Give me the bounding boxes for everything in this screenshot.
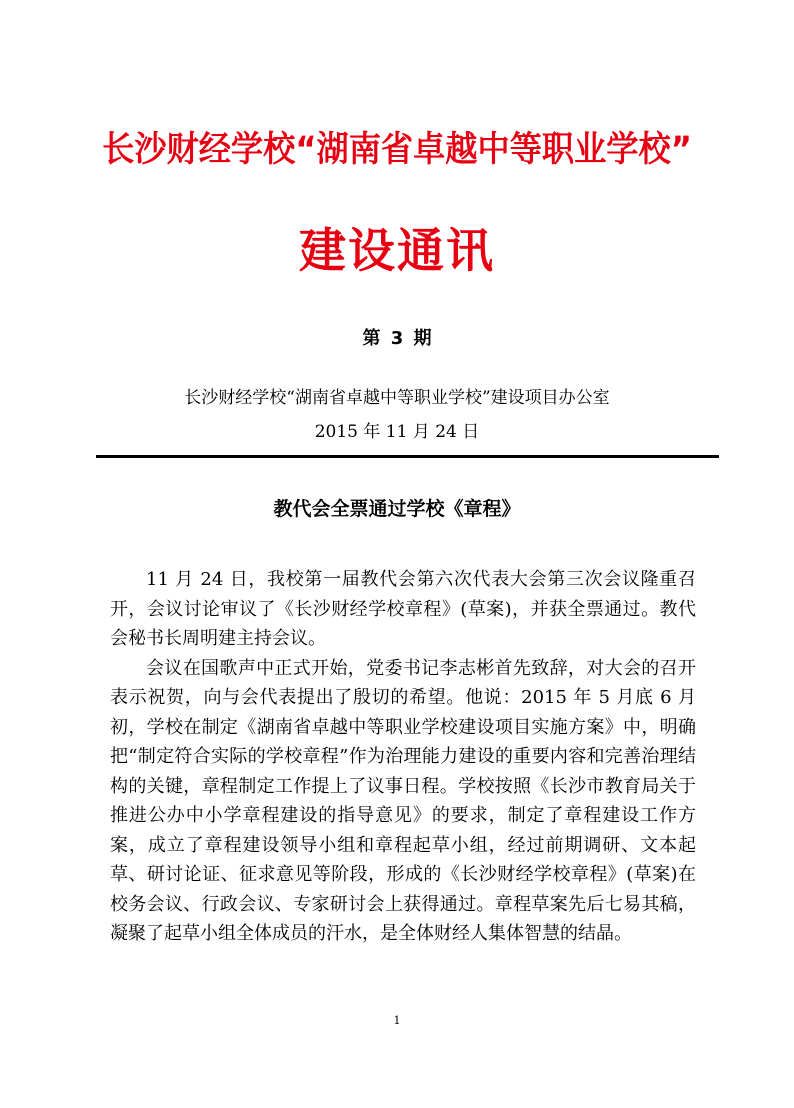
page-number: 1 bbox=[393, 1014, 401, 1027]
masthead-subtitle: 建设通讯 bbox=[299, 224, 495, 279]
article-title: 教代会全票通过学校《章程》 bbox=[273, 498, 521, 520]
publisher-line: 长沙财经学校“湖南省卓越中等职业学校”建设项目办公室 bbox=[184, 388, 610, 408]
publication-date: 2015 年 11 月 24 日 bbox=[314, 422, 480, 442]
header-divider bbox=[96, 455, 719, 458]
issue-number: 第 3 期 bbox=[362, 328, 432, 349]
masthead-title: 长沙财经学校“湖南省卓越中等职业学校” bbox=[102, 130, 692, 170]
article-paragraph-1: 11 月 24 日，我校第一届教代会第六次代表大会第三次会议隆重召开，会议讨论审议了《长沙财经学校章程》(草案)，并获全票通过。教代会秘书长周明建主持会议。 bbox=[110, 569, 696, 649]
article-paragraph-2: 会议在国歌声中正式开始，党委书记李志彬首先致辞，对大会的召开表示祝贺，向与会代表提出了殷切的希望。他说：2015 年 5 月底 6 月初，学校在制定《湖南省卓越中等职业学校建设项目实施方案》中，明确把“制定符合实际的学校章程”作为治理能力建设的重要内容和完善治理结构的关键，章程制定工作提上了议事日程。学校按照《长沙市教育局关于推进公办中小学章程建设的指导意见》的要求，制定了章程建设工作方案，成立了章程建设领导小组和章程起草小组，经过前期调研、文本起草、研讨论证、征求意见等阶段，形成的《长沙财经学校章程》(草案)在校务会议、行政会议、专家研讨会上获得通过。章程草案先后七易其稿，凝聚了起草小组全体成员的汗水，是全体财经人集体智慧的结晶。 bbox=[110, 657, 696, 944]
article-body bbox=[110, 565, 696, 949]
